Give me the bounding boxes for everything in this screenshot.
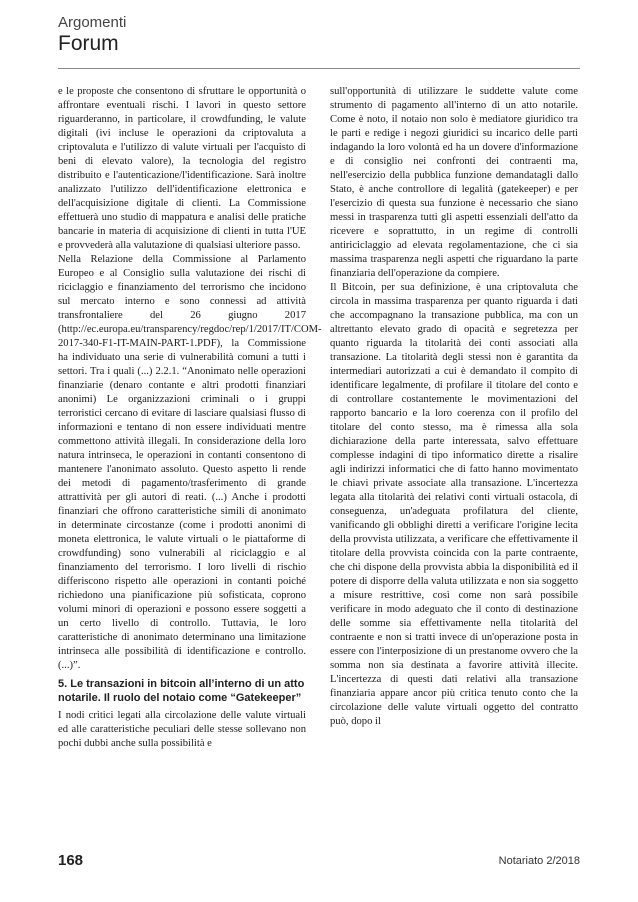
left-paragraph-3: I nodi critici legati alla circolazione delle valute virtuali ed alle caratteristiche peculiari delle stesse sollevano non pochi dubbi anche sulla possibilità e [58,710,306,749]
left-paragraph-1: e le proposte che consentono di sfruttare le opportunità o affrontare eventuali rischi. I lavori in questo settore riguarderanno, in particolare, il crowdfunding, le valute digitali (ivi incluse le operazioni da criptovaluta a criptovaluta e l'utilizzo di valute virtuali per l'acquisto di beni di elevato valore), la tecnologia del registro distribuito e l'autenticazione/l'identificazione. Sarà inoltre analizzato l'utilizzo dell'identificazione elettronica e dell'acquisizione digitale di clienti. La Commissione effettuerà uno studio di mappatura e analisi delle pratiche bancarie in materia di acquisizione di clienti in tutta l'UE e provvederà alla valutazione di qualsiasi ulteriore passo. [58,86,306,251]
right-paragraph-1: sull'opportunità di utilizzare le suddette valute come strumento di pagamento all'interno di un atto notarile. Come è noto, il notaio non solo è mediatore giuridico tra le parti e redige i negozi giuridici su incarico delle parti indagando la loro volontà ed ha un dovere d'informazione e di consiglio nei confronti dei contraenti ma, nell'esercizio della pubblica funzione demandatagli dallo Stato, è anche controllore di legalità (gatekeeper) e per l'esercizio di questa sua funzione è necessario che siano messi in trasparenza tutti gli aspetti essenziali dell'atto da ricevere e soprattutto, in un regime di controlli antiriciclaggio ad elevata regolamentazione, che ci sia massima trasparenza negli aspetti che riguardano la parte finanziaria dell'operazione da compiere. [330,86,578,279]
journal-issue: Notariato 2/2018 [498,855,580,867]
left-paragraph-2: Nella Relazione della Commissione al Parlamento Europeo e al Consiglio sulla valutazione dei rischi di riciclaggio e finanziamento del terrorismo che incidono sul mercato interno e sono connessi ad attività transfrontaliere del 26 giugno 2017 (http://ec.europa.eu/transparency/regdoc/rep/1/2017/IT/COM-2017-340-F1-IT-MAIN-PART-1.PDF), la Commissione ha individuato una serie di vulnerabilità comuni a tutti i settori. Tra i quali (...) 2.2.1. “Anonimato nelle operazioni finanziarie (denaro contante e altri prodotti finanziari anonimi) Le organizzazioni criminali o i gruppi terroristici cercano di evitare di lasciare qualsiasi flusso di informazioni e tentano di non essere individuati mentre commettono attività illegali. In considerazione della loro natura intrinseca, le operazioni in contanti consentono di mantenere l'anonimato assoluto. Questo aspetto li rende dei metodi di pagamento/trasferimento di grande attrattività per gli autori di reati. (...) Anche i prodotti finanziari che offrono caratteristiche simili di anonimato in determinate circostanze (come i prodotti anonimi di moneta elettronica, le valute virtuali o le piattaforme di crowdfunding) sono vulnerabili al riciclaggio e al finanziamento del terrorismo. I loro livelli di rischio differiscono rispetto alle operazioni in contanti poiché richiedono una pianificazione più sofisticata, coprono volumi minori di operazioni e possono essere soggetti a un certo livello di controllo. Tuttavia, le loro caratteristiche di anonimato determinano una limitazione intrinseca alle possibilità di identificazione e controllo. (...)”. [58,254,322,671]
section-title: Forum [58,32,119,55]
page-number: 168 [58,852,84,869]
section-label: Argomenti [58,14,127,31]
header-rule [58,68,580,69]
running-header [58,14,126,56]
right-column [330,85,578,729]
right-paragraph-2: Il Bitcoin, per sua definizione, è una criptovaluta che circola in massima trasparenza per quanto riguarda i dati che accompagnano la transazione pubblica, ma con un altrettanto elevato grado di opacità e segretezza per quanto riguarda la titolarità dei conti associati alla transazione. La titolarità degli stessi non è garantita da intermediari autorizzati a cui è demandato il compito di identificare legalmente, di profilare il titolare del conto e di controllare costantemente le movimentazioni del rapporto bancario e la loro coerenza con il profilo del titolare del conto stesso, ma è rimessa alla sola dichiarazione della parte interessata, salvo effettuare complesse indagini di tipo informatico dirette a risalire agli indirizzi informatici che di fatto hanno movimentato le chiavi private associate alla transazione. L'incertezza legata alla titolarità dei relativi conti virtuali ostacola, di conseguenza, un'adeguata profilatura del cliente, vanificando gli obblighi diretti a verificare l'origine lecita della provvista utilizzata, a verificare che effettivamente il titolare della provvista coincida con la parte contraente, che chi dispone della provvista abbia la disponibilità ed il potere di disporre della valuta utilizzata e non sia soggetto a misure restrittive, così come non sarà possibile verificare in modo adeguato che il conto di destinazione delle somme sia effettivamente nella titolarità del contraente e non si tratti invece di un'operazione posta in essere con l'interposizione di un prestanome ovvero che la somma non sia destinata a favorire attività illecite. L'incertezza di questi dati relativi alla transazione finanziaria appare ancor più critica tenuto conto che la circolazione delle valute virtuali oggetto del contratto può, dopo il [330,282,578,727]
section-heading: 5. Le transazioni in bitcoin all’interno di un atto notarile. Il ruolo del notaio come “Gatekeeper” [58,678,305,704]
left-column [58,85,322,751]
